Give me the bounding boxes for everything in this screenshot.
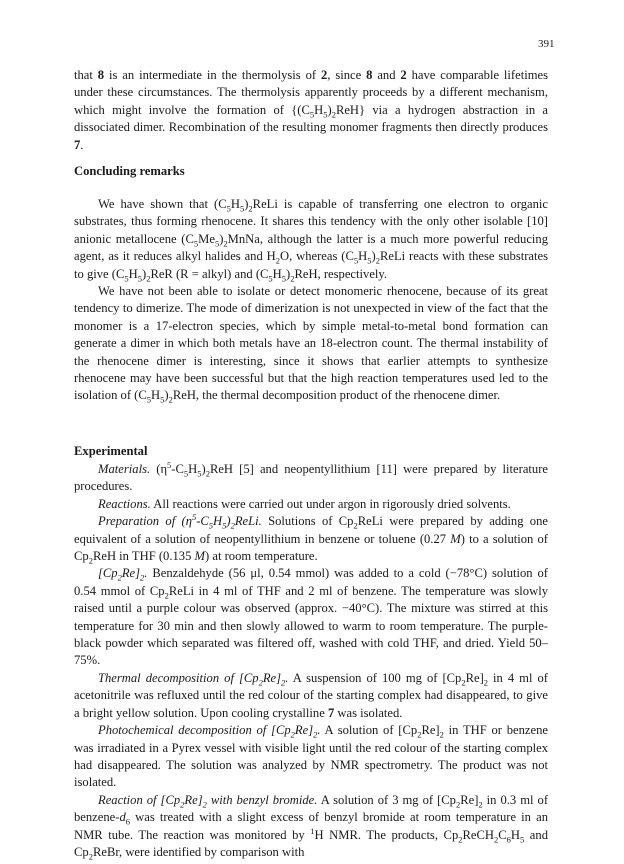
experimental-section (74, 461, 548, 861)
preparation-paragraph: Preparation of $(\eta^5-C_5H_5)_2ReLi$. Solutions of $Cp_2ReLi$ were prepared by adding one equivalent of a solution of neopentyllithium in benzene or toluene (0.27 M) to a solution of $Cp_2ReH$ in THF (0.135 M) at room temperature. (74, 512, 548, 566)
reactions-paragraph: Reactions. All reactions were carried out under argon in rigorously dried solvents. (98, 496, 511, 511)
heading-concluding-remarks: Concluding remarks (74, 164, 185, 178)
dimer-paragraph: $[Cp_2Re]_2$. Benzaldehyde (56 μl, 0.54 mmol) was added to a cold (−78°C) solution of 0.54 mmol of $Cp_2ReLi$ in 4 ml of THF and 2 ml of benzene. The temperature was slowly raised until a purple colour was observed (approx. −40°C). The mixture was stirred at this temperature for 30 min and then slowly allowed to warm to room temperature. The purple-black powder which separated was filtered off, washed with cold THF, and dried. Yield 50–75%. (74, 566, 548, 668)
concluding-paragraph-2: We have not been able to isolate or detect monomeric rhenocene, because of its great tendency to dimerize. The mode of dimerization is not unexpected in view of the fact that the monomer is a 17-electron species, which by simple metal-to-metal bond formation can generate a dimer in which both metals have an 18-electron count. The thermal instability of the rhenocene dimer is interesting, since it shows that earlier attempts to synthesize rhenocene may have been successful but that the high reaction temperatures used led to the isolation of $(C_5H_5)_2ReH$, the thermal decomposition product of the rhenocene dimer. (74, 284, 548, 405)
thermal-paragraph: Thermal decomposition of $[Cp_2Re]_2$. A suspension of 100 mg of $[Cp_2Re]_2$ in 4 ml of acetonitrile was refluxed until the red colour of the starting complex had disappeared, to give a bright yellow solution. Upon cooling crystalline 7 was isolated. (74, 670, 548, 720)
intro-paragraph: that 8 is an intermediate in the thermolysis of 2, since 8 and 2 have comparable lifetimes under these circumstances. The thermolysis apparently proceeds by a different mechanism, which might involve the formation of $\{(C_5H_5)_2ReH\}$ via a hydrogen abstraction in a dissociated dimer. Recombination of the resulting monomer fragments then directly produces 7. (74, 68, 549, 152)
heading-experimental: Experimental (74, 444, 148, 458)
materials-paragraph: Materials. $(\eta^5-C_5H_5)_2ReH$ [5] and neopentyllithium [11] were prepared by literature procedures. (74, 459, 548, 494)
benzyl-bromide-paragraph: Reaction of $[Cp_2Re]_2$ with benzyl bromide. A solution of 3 mg of $[Cp_2Re]_2$ in 0.3 ml of benzene-$d_6$ was treated with a slight excess of benzyl bromide at room temperature in an NMR tube. The reaction was monitored by $^1$H NMR. The products, $Cp_2ReCH_2C_6H_5$ and $Cp_2ReBr$, were identified by comparison with (74, 792, 549, 862)
photochemical-paragraph: Photochemical decomposition of $[Cp_2Re]_2$. A solution of $[Cp_2Re]_2$ in THF or benzene was irradiated in a Pyrex vessel with visible light until the red colour of the starting complex had disappeared. The solution was analyzed by NMR spectrometry. The product was not isolated. (74, 723, 548, 790)
page-number: 391 (538, 38, 555, 50)
concluding-paragraph-1: We have shown that $(C_5H_5)_2ReLi$ is capable of transferring one electron to organic substrates, thus forming rhenocene. It shares this tendency with the only other isolable [10] anionic metallocene $(C_5Me_5)_2MnNa$, although the latter is a much more powerful reducing agent, as it reduces alkyl halides and $H_2O$, whereas $(C_5H_5)_2ReLi$ reacts with these substrates to give $(C_5H_5)_2ReR$ (R = alkyl) and $(C_5H_5)_2ReH$, respectively. (74, 197, 549, 284)
concluding-section (74, 196, 548, 405)
